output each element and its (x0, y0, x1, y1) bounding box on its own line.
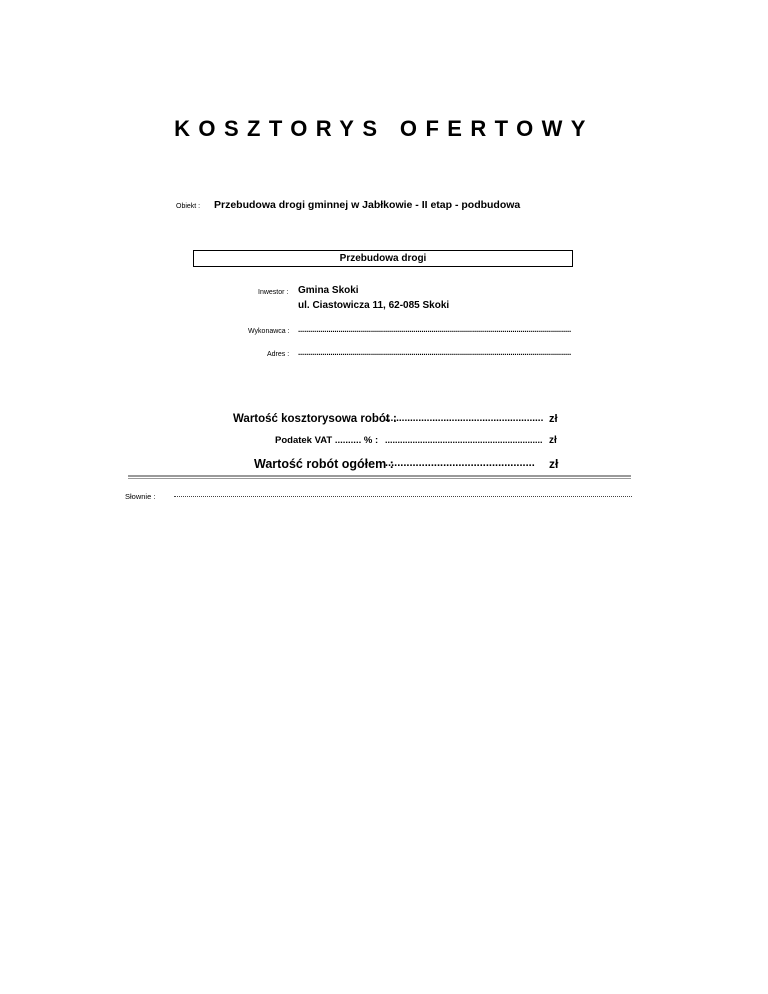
wartosc-kosztorysowa-currency: zł (549, 413, 558, 425)
slownie-line (174, 496, 632, 497)
podatek-vat-value: ............................................................... (385, 435, 543, 445)
wartosc-ogolem-label: Wartość robót ogółem : (254, 457, 394, 471)
slownie-label: Słownie : (125, 492, 156, 501)
inwestor-label: Inwestor : (258, 289, 289, 296)
wykonawca-value: ....................................................................................................................................... (298, 325, 572, 334)
document-title: KOSZTORYS OFERTOWY (174, 116, 594, 141)
obiekt-label: Obiekt : (176, 203, 201, 210)
wartosc-ogolem-value: ................................................. (385, 457, 535, 469)
podatek-vat-label: Podatek VAT .......... % : (275, 435, 379, 446)
adres-value: ....................................................................................................................................... (298, 348, 572, 357)
wartosc-kosztorysowa-value: ......................................................... (385, 413, 544, 424)
section-box: Przebudowa drogi (193, 250, 573, 267)
podatek-vat-currency: zł (549, 435, 557, 446)
adres-label: Adres : (267, 351, 290, 358)
separator-rule (128, 475, 631, 477)
wartosc-kosztorysowa-label: Wartość kosztorysowa robót : (233, 413, 397, 425)
separator-rule-thin (128, 478, 631, 479)
inwestor-address: ul. Ciastowicza 11, 62-085 Skoki (298, 300, 450, 311)
wykonawca-label: Wykonawca : (248, 328, 290, 335)
obiekt-value: Przebudowa drogi gminnej w Jabłkowie - II etap - podbudowa (214, 199, 521, 211)
inwestor-name: Gmina Skoki (298, 285, 359, 296)
wartosc-ogolem-currency: zł (549, 457, 559, 471)
